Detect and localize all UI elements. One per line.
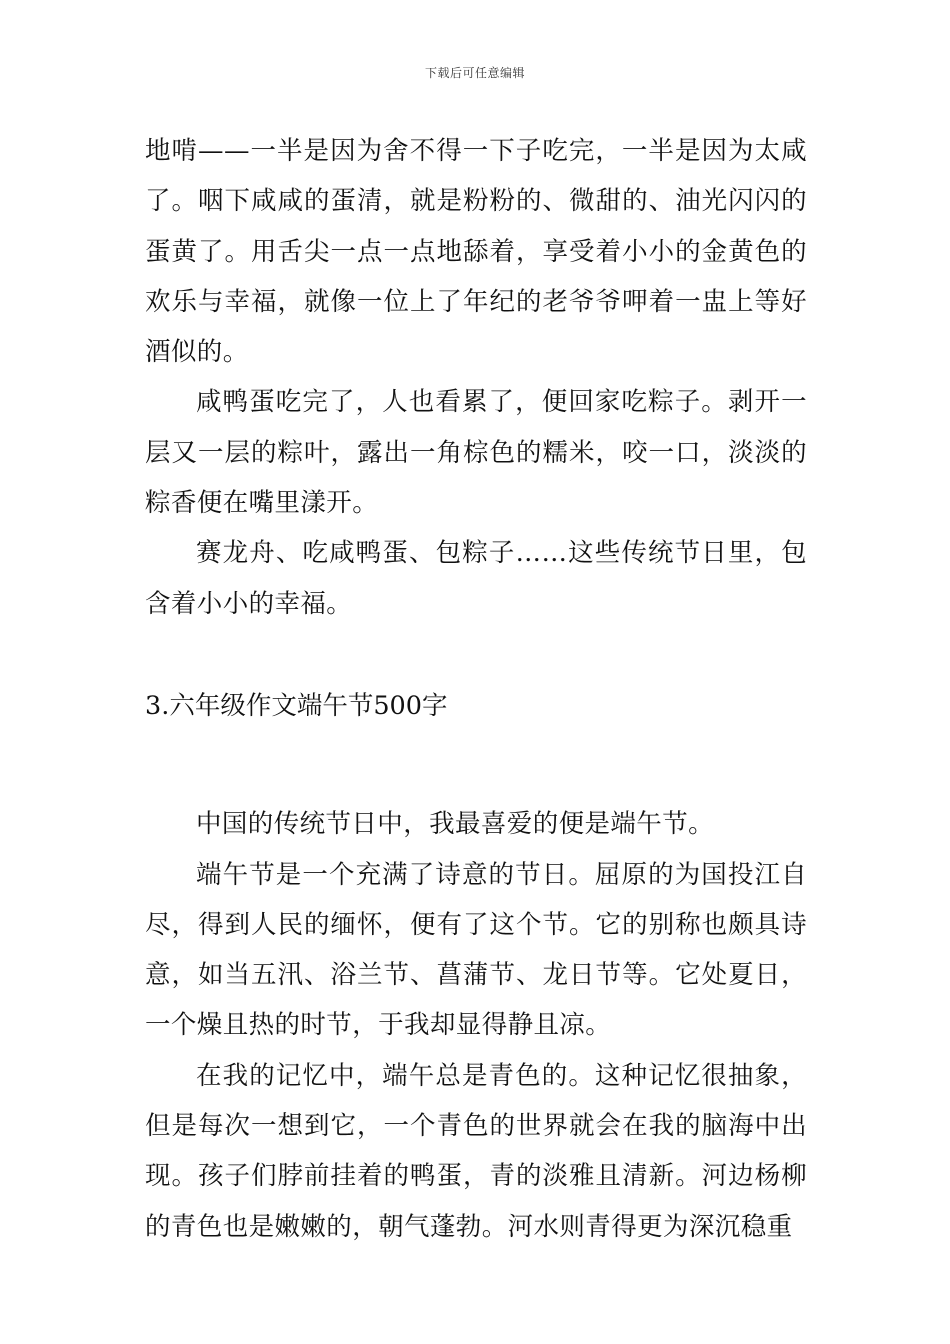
page-header-note: 下载后可任意编辑 bbox=[424, 66, 525, 80]
paragraph-intro: 中国的传统节日中，我最喜爱的便是端午节。 bbox=[196, 809, 715, 840]
paragraph-summary: 赛龙舟、吃咸鸭蛋、包粽子……这些传统节日里，包含着小小的幸福。 bbox=[145, 538, 807, 619]
section-title: 3.六年级作文端午节500字 bbox=[145, 690, 448, 721]
spacer bbox=[145, 731, 807, 799]
paragraph-memory: 在我的记忆中，端午总是青色的。这种记忆很抽象，但是每次一想到它，一个青色的世界就会在我的脑海中出现。孩子们脖前挂着的鸭蛋，青的淡雅且清新。河边杨柳的青色也是嫩嫩的，朝气蓬勃。河水则青得更为深沉稳重 bbox=[145, 1060, 807, 1242]
spacer bbox=[145, 629, 807, 650]
paragraph-zongzi: 咸鸭蛋吃完了，人也看累了，便回家吃粽子。剥开一层又一层的粽叶，露出一角棕色的糯米，咬一口，淡淡的粽香便在嘴里漾开。 bbox=[145, 387, 807, 519]
paragraph-continuation: 地啃——一半是因为舍不得一下子吃完，一半是因为太咸了。咽下咸咸的蛋清，就是粉粉的、微甜的、油光闪闪的蛋黄了。用舌尖一点一点地舔着，享受着小小的金黄色的欢乐与幸福，就像一位上了年纪的老爷爷呷着一盅上等好酒似的。 bbox=[145, 136, 807, 368]
paragraph-poetic: 端午节是一个充满了诗意的节日。屈原的为国投江自尽，得到人民的缅怀，便有了这个节。它的别称也颇具诗意，如当五汛、浴兰节、菖蒲节、龙日节等。它处夏日，一个燥且热的时节，于我却显得静且凉。 bbox=[145, 859, 807, 1041]
document-body bbox=[145, 126, 807, 1252]
